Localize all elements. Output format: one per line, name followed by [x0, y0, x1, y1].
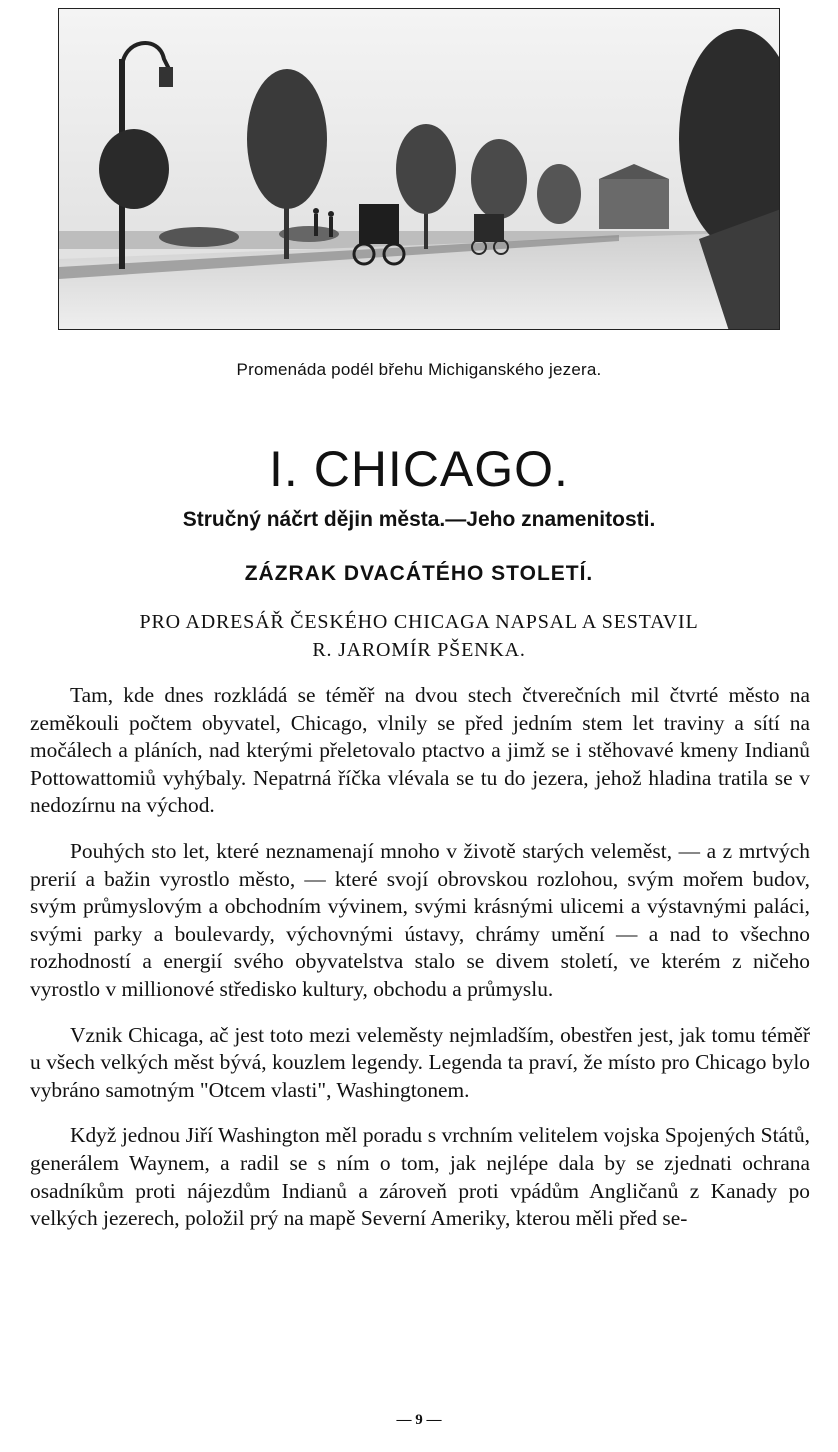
promenade-photograph	[58, 8, 780, 330]
photo-caption: Promenáda podél břehu Michiganského jezera.	[236, 360, 602, 379]
article-body	[30, 682, 810, 1251]
paragraph: Když jednou Jiří Washington měl poradu s vrchním velitelem vojska Spojených Států, generálem Waynem, a radil se s ním o tom, jak nejlépe dala by se zjednati ochrana osadníkům proti nájezdům Indianů a zároveň proti vpádům Angličanů z Kanady po velkých jezerech, položil prý na mapě Severní Ameriky, kterou měli před se-	[30, 1123, 810, 1231]
paragraph: Vznik Chicaga, ač jest toto mezi veleměsty nejmladším, obestřen jest, jak tomu téměř u všech velkých měst bývá, kouzlem legendy. Legenda ta praví, že místo pro Chicago bylo vybráno samotným "Otcem vlasti", Washingtonem.	[30, 1022, 810, 1102]
page-number: — 9 —	[396, 1412, 442, 1428]
byline-line-2: R. JAROMÍR PŠENKA.	[312, 639, 526, 661]
section-heading: ZÁZRAK DVACÁTÉHO STOLETÍ.	[244, 562, 594, 585]
chapter-title: I. CHICAGO.	[269, 441, 569, 497]
byline	[60, 608, 778, 664]
paragraph: Tam, kde dnes rozkládá se téměř na dvou stech čtverečních mil čtvrté město na zeměkouli počtem obyvatel, Chicago, vlnily se před jedním stem let traviny a sítí na močálech a pláních, nad kterými přeletovalo ptactvo a jimž se i stěhovavé kmeny Indianů Pottowattomiů vyhýbaly. Nepatrná říčka vlévala se tu do jezera, jehož hladina tratila se v nedozírnu na východ.	[30, 683, 810, 818]
chapter-subtitle: Stručný náčrt dějin města.—Jeho znamenitosti.	[182, 508, 656, 531]
byline-line-1: PRO ADRESÁŘ ČESKÉHO CHICAGA NAPSAL A SESTAVIL	[139, 611, 699, 633]
promenade-illustration	[59, 9, 780, 330]
paragraph: Pouhých sto let, které neznamenají mnoho v životě starých veleměst, — a z mrtvých prerií a bažin vyrostlo město, — které svojí obrovskou rozlohou, svým mořem budov, svým průmyslovým a obchodním vývinem, svými krásnými ulicemi a výstavnými paláci, svými parky a boulevardy, výchovnými ústavy, chrámy umění — a nad to všechno rozhodností a energií svého obyvatelstva stalo se divem století, ve kterém z ničeho vyrostlo v millionové středisko kultury, obchodu a průmyslu.	[30, 838, 810, 1001]
